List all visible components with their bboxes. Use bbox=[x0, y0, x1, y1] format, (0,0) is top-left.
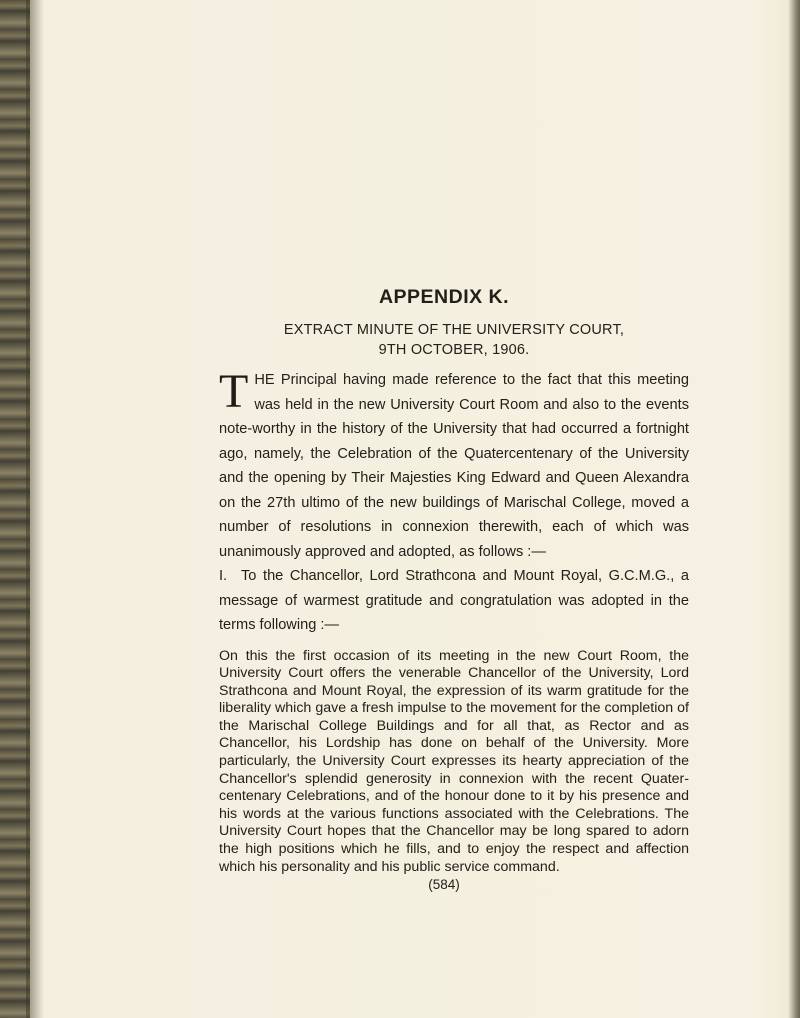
resolution-number: I. bbox=[219, 568, 228, 584]
resolution-item bbox=[219, 564, 689, 638]
appendix-title: APPENDIX K. bbox=[378, 286, 510, 308]
opening-paragraph-block bbox=[219, 365, 689, 564]
minute-date: 9TH OCTOBER, 1906. bbox=[378, 342, 530, 358]
page-content bbox=[219, 282, 689, 894]
resolution-text: To the Chancellor, Lord Strathcona and Mount Royal, G.C.M.G., a message of warmest gratitude and congratulation was adopted in the terms following :— bbox=[219, 568, 689, 633]
binding-shadow bbox=[26, 0, 44, 1018]
page-right-edge bbox=[788, 0, 800, 1018]
page-number: (584) bbox=[428, 877, 460, 893]
quoted-message: On this the first occasion of its meeting in the new Court Room, the University Court offers the venerable Chancellor of the University, Lord Strathcona and Mount Royal, the expression of its warm gratitude for the liberality which gave a fresh impulse to the movement for the completion of the Marischal College Buildings and for all that, as Rector and as Chancellor, his Lordship has done on behalf of the University. More particularly, the University Court expresses its hearty appreciation of the Chancellor's splendid generosity in connexion with the recent Quater-centenary Celebrations, and of the honour done to it by his presence and his words at the various functions associated with the Celebrations. The University Court hopes that the Chancellor may be long spared to adorn the high positions which he fills, and to enjoy the respect and affection which his personality and his public service command. bbox=[219, 647, 689, 875]
drop-cap: T bbox=[219, 365, 249, 418]
minute-heading: EXTRACT MINUTE OF THE UNIVERSITY COURT, bbox=[283, 322, 625, 338]
opening-paragraph: HE Principal having made reference to the fact that this meeting was held in the new University Court Room and also to the events note-worthy in the history of the University that had occurred a fortnight ago, namely, the Celebration of the Quatercentenary of the University and the opening by Their Majesties King Edward and Queen Alexandra on the 27th ultimo of the new buildings of Marischal College, moved a number of resolutions in connexion therewith, each of which was unanimously approved and adopted, as follows :— bbox=[219, 372, 689, 560]
